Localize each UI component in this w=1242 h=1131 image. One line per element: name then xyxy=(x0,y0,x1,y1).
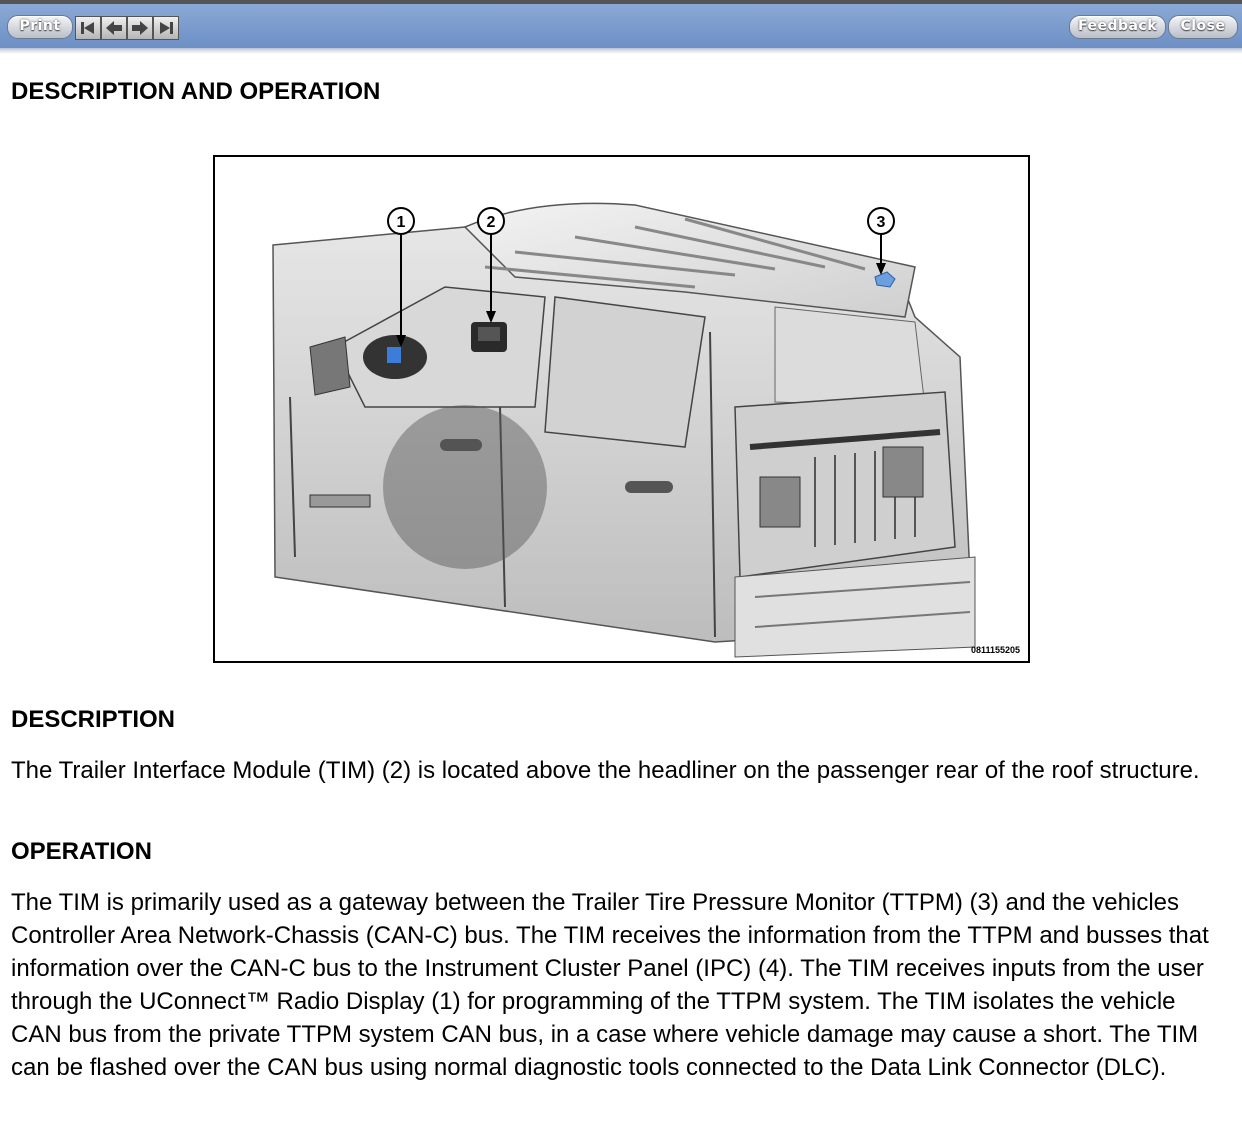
description-text: The Trailer Interface Module (TIM) (2) is located above the headliner on the passenger rear of the roof structure. xyxy=(11,757,1200,784)
badge xyxy=(310,495,370,507)
side-mirror xyxy=(310,337,350,395)
rear-window xyxy=(545,297,705,447)
rear-door-handle xyxy=(625,481,673,493)
description-heading: DESCRIPTION xyxy=(11,706,176,733)
toolbar xyxy=(0,4,1242,49)
operation-text: The TIM is primarily used as a gateway between the Trailer Tire Pressure Monitor (TTPM) (3) and the vehicles Controller Area Network-Chassis (CAN-C) bus. The TIM receives the information from the TTPM and busses that information over the CAN-C bus to the Instrument Cluster Panel (IPC) (4). The TIM receives inputs from the user through the UConnect™ Radio Display (1) for programming of the TTPM system. The TIM isolates the vehicle CAN bus from the private TTPM system CAN bus, in a case where vehicle damage may cause a short. The TIM can be flashed over the CAN bus using normal diagnostic tools connected to the Data Link Connector (DLC). xyxy=(11,889,1209,1081)
callout-2-label: 2 xyxy=(486,214,496,231)
truck-diagram xyxy=(215,157,1028,661)
next-page-icon xyxy=(128,17,152,39)
uconnect-radio-display xyxy=(363,335,427,379)
steering-wheel xyxy=(383,405,547,569)
figure-id: 0811155205 xyxy=(970,645,1020,655)
operation-heading: OPERATION xyxy=(11,838,152,865)
left-tail-lamp xyxy=(760,477,800,527)
previous-page-button[interactable] xyxy=(101,16,127,40)
print-button[interactable]: Print xyxy=(7,15,73,39)
previous-page-icon xyxy=(102,17,126,39)
back-glass xyxy=(775,307,925,407)
first-page-button[interactable] xyxy=(75,16,101,40)
feedback-button[interactable]: Feedback xyxy=(1069,15,1166,39)
toolbar-shadow xyxy=(0,49,1242,54)
trailer-interface-module xyxy=(471,322,507,352)
page-title: DESCRIPTION AND OPERATION xyxy=(11,78,381,105)
next-page-button[interactable] xyxy=(127,16,153,40)
last-page-button[interactable] xyxy=(153,16,179,40)
callout-1-label: 1 xyxy=(396,214,406,231)
callout-3-label: 3 xyxy=(876,214,886,231)
first-page-icon xyxy=(76,17,100,39)
close-button[interactable]: Close xyxy=(1168,15,1238,39)
vehicle-illustration xyxy=(213,155,1030,663)
right-tail-lamp xyxy=(883,447,923,497)
last-page-icon xyxy=(154,17,178,39)
